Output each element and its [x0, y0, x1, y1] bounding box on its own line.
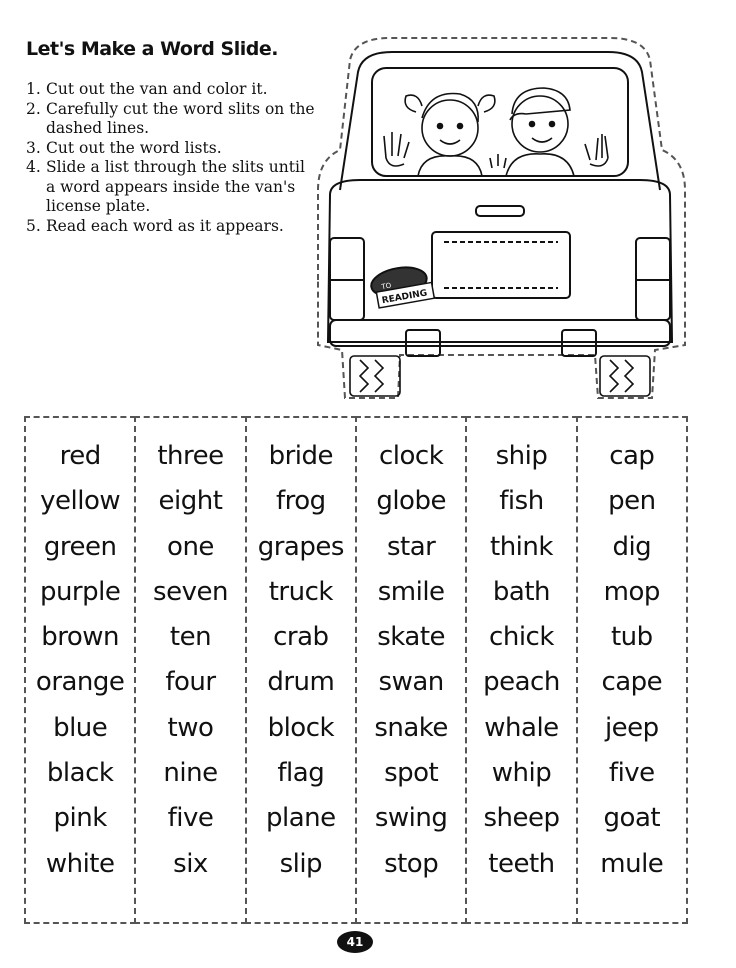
door-handle — [476, 206, 524, 216]
word: drum — [267, 667, 335, 698]
word: star — [386, 531, 436, 562]
word-strip-digraphs[interactable] — [465, 416, 577, 924]
word: purple — [39, 576, 121, 607]
word: frog — [275, 486, 326, 517]
instruction-step: 4. Slide a list through the slits until a word appears inside the van's license plate. — [26, 158, 305, 215]
instruction-step: 1. Cut out the van and color it. — [26, 80, 268, 98]
word: mop — [603, 576, 660, 607]
word: seven — [153, 576, 228, 607]
word: sheep — [483, 803, 560, 834]
word: yellow — [40, 486, 121, 517]
word-strip-numbers[interactable] — [134, 416, 246, 924]
word-strip-colors[interactable] — [24, 416, 136, 924]
word: plane — [266, 803, 336, 834]
word-strip-cvc[interactable] — [576, 416, 688, 924]
word: green — [43, 531, 117, 562]
word: truck — [268, 576, 333, 607]
word: whip — [491, 758, 552, 789]
reading-sticker — [369, 263, 434, 309]
word-strip-s-blends[interactable] — [355, 416, 467, 924]
word: crab — [273, 622, 329, 653]
word: cap — [609, 441, 655, 471]
word: five — [167, 803, 214, 834]
word: jeep — [604, 712, 659, 743]
page-title: Let's Make a Word Slide. — [26, 38, 278, 60]
word: nine — [163, 758, 218, 789]
word: orange — [35, 667, 125, 698]
word: five — [608, 758, 655, 789]
word: red — [59, 441, 101, 471]
word: teeth — [488, 848, 555, 879]
right-tire — [600, 356, 650, 396]
word: black — [46, 758, 114, 789]
word: swan — [378, 667, 444, 698]
word: grapes — [257, 531, 344, 562]
word: block — [267, 712, 335, 743]
page-number: 41 — [337, 931, 373, 953]
word: ten — [169, 622, 212, 653]
word: three — [157, 441, 224, 471]
word-strip-blends[interactable] — [245, 416, 357, 924]
word: one — [167, 531, 214, 562]
word: bride — [268, 441, 334, 471]
sticker-top-text: TO — [380, 281, 392, 292]
word: tub — [610, 622, 653, 653]
word: four — [165, 667, 216, 698]
word: pink — [53, 803, 107, 834]
instruction-step: 5. Read each word as it appears. — [26, 216, 284, 235]
van-illustration — [300, 30, 700, 410]
word: smile — [377, 576, 445, 607]
word: bath — [492, 576, 551, 607]
sticker-label-text: READING — [381, 288, 429, 307]
word: brown — [41, 622, 120, 653]
word: dig — [612, 531, 652, 562]
van-body — [340, 52, 660, 190]
word: cape — [601, 667, 663, 698]
word: clock — [379, 441, 444, 471]
boy-figure — [490, 88, 608, 176]
word: skate — [377, 622, 446, 653]
word: ship — [495, 441, 548, 471]
word: slip — [279, 848, 323, 879]
girl-figure — [384, 94, 495, 177]
word: peach — [483, 667, 560, 698]
word: six — [173, 848, 208, 879]
word: think — [490, 531, 553, 562]
instruction-step: 2. Carefully cut the word slits on the dashed lines. — [26, 99, 315, 137]
word: pen — [608, 486, 656, 517]
word: eight — [158, 486, 223, 517]
left-tire — [350, 356, 400, 396]
word: snake — [374, 712, 448, 743]
word: stop — [384, 848, 439, 879]
word: spot — [384, 758, 439, 789]
word: swing — [374, 803, 448, 834]
instruction-step: 3. Cut out the word lists. — [26, 138, 222, 157]
cut-outline — [318, 38, 685, 398]
word: fish — [499, 486, 544, 517]
word: goat — [603, 803, 661, 834]
word: blue — [53, 712, 108, 743]
word: globe — [376, 486, 446, 517]
word: white — [45, 848, 115, 879]
instructions-list — [26, 80, 316, 236]
word: two — [167, 712, 214, 743]
word-lists — [24, 416, 688, 924]
word: whale — [484, 712, 559, 743]
word: mule — [600, 848, 664, 879]
word: flag — [277, 758, 325, 789]
word: chick — [489, 622, 554, 653]
